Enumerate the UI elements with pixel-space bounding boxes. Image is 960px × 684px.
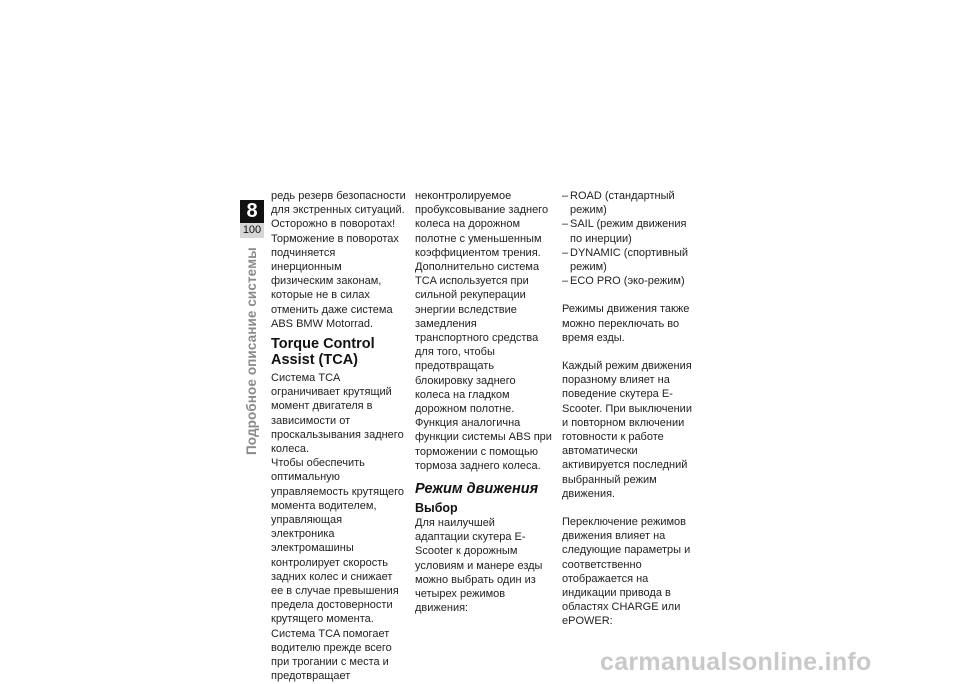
list-item: – DYNAMIC (спортивный режим) bbox=[562, 246, 700, 274]
list-item: – ROAD (стандартный режим) bbox=[562, 189, 700, 217]
paragraph-tca-2: Чтобы обеспечить оптимальную управляемость крутящего момента водителем, управляющая электроника электромашины контролирует скорость задних колес и снижает ее в случае превышения предела достоверности крутящего момента. bbox=[271, 457, 405, 626]
text-column-1 bbox=[271, 189, 406, 684]
paragraph-tca-recuperation: Дополнительно система TCA используется при сильной рекуперации энергии вследствие замедления транспортного средства для того, чтобы предотвращать блокировку заднего колеса на гладком дорожном полотне. bbox=[415, 261, 540, 416]
paragraph-tca-1: Система TCA ограничивает крутящий момент двигателя в зависимости от проскальзывания заднего колеса. bbox=[271, 372, 404, 456]
riding-mode-list bbox=[562, 189, 700, 288]
paragraph-mode-selection: Для наилучшей адаптации скутера E-Scooter к дорожным условиям и манере езды можно выбрать один из четырех режимов движения: bbox=[415, 517, 543, 615]
heading-riding-mode: Режим движения bbox=[415, 481, 539, 498]
chapter-side-title: Подробное описание системы bbox=[244, 247, 259, 455]
text-column-2 bbox=[415, 189, 552, 615]
paragraph-tca-abs: Функция аналогична функции системы ABS при торможении с помощью тормоза заднего колеса. bbox=[415, 417, 552, 472]
list-item: – SAIL (режим движения по инерции) bbox=[562, 217, 700, 245]
paragraph-warning: Осторожно в поворотах! Торможение в поворотах подчиняется инерционным физическим законам, которые не в силах отменить даже система ABS BMW Motorrad. bbox=[271, 218, 399, 330]
watermark-text: carmanualsonline.info bbox=[600, 648, 872, 676]
chapter-number-badge: 8 bbox=[240, 200, 264, 223]
paragraph-tca-3: Система TCA помогает водителю прежде всего при трогании с места и предотвращает bbox=[271, 627, 392, 683]
list-item: – ECO PRO (эко-режим) bbox=[562, 274, 700, 288]
text-column-3 bbox=[562, 189, 700, 629]
paragraph-mode-parameters: Переключение режимов движения влияет на следующие параметры и соответственно отображается на индикации привода в областях CHARGE или ePOWER: bbox=[562, 516, 691, 628]
paragraph-tca-continued: неконтролируемое пробуксовывание заднего колеса на дорожном полотне с уменьшенным коэффициентом трения. bbox=[415, 190, 549, 259]
paragraph-mode-behavior: Каждый режим движения поразному влияет на поведение скутера E-Scooter. При выключении и повторном включении готовности к работе автоматически активируется последний выбранный режим движения. bbox=[562, 360, 692, 500]
heading-tca: Torque Control Assist (TCA) bbox=[271, 336, 375, 369]
paragraph-intro: редь резерв безопасности для экстренных ситуаций. bbox=[271, 190, 406, 217]
subheading-selection: Выбор bbox=[415, 501, 458, 516]
paragraph-switching: Режимы движения также можно переключать во время езды. bbox=[562, 303, 690, 344]
page-number: 100 bbox=[240, 223, 264, 238]
